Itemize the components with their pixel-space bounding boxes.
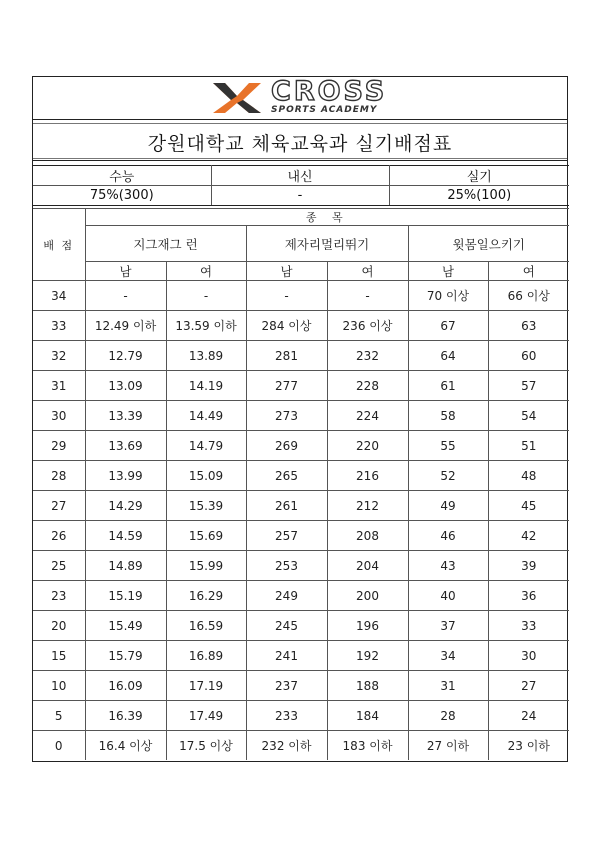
record-cell: 57 bbox=[488, 371, 569, 401]
table-row bbox=[33, 671, 569, 701]
record-cell: 36 bbox=[488, 581, 569, 611]
record-cell: 48 bbox=[488, 461, 569, 491]
record-cell: 253 bbox=[246, 551, 327, 581]
gender-header: 남 bbox=[246, 262, 327, 281]
record-cell: 15.79 bbox=[85, 641, 166, 671]
summary-value-naesin: - bbox=[211, 186, 389, 206]
record-cell: 232 bbox=[327, 341, 408, 371]
record-cell: 52 bbox=[408, 461, 488, 491]
record-cell: 228 bbox=[327, 371, 408, 401]
gender-header: 여 bbox=[327, 262, 408, 281]
record-cell: 28 bbox=[408, 701, 488, 731]
table-row bbox=[33, 491, 569, 521]
record-cell: 17.49 bbox=[166, 701, 246, 731]
record-cell: 15.19 bbox=[85, 581, 166, 611]
logo-wordmark: CROSS bbox=[271, 76, 388, 107]
table-row bbox=[33, 701, 569, 731]
record-cell: 13.89 bbox=[166, 341, 246, 371]
record-cell: 196 bbox=[327, 611, 408, 641]
record-cell: 23 이하 bbox=[488, 731, 569, 761]
record-cell: 13.69 bbox=[85, 431, 166, 461]
record-cell: 16.89 bbox=[166, 641, 246, 671]
score-cell: 30 bbox=[33, 401, 85, 431]
score-table bbox=[33, 208, 569, 760]
table-row bbox=[33, 311, 569, 341]
record-cell: 34 bbox=[408, 641, 488, 671]
event-header-row bbox=[33, 226, 569, 262]
table-row bbox=[33, 611, 569, 641]
record-cell: 183 이하 bbox=[327, 731, 408, 761]
record-cell: 13.39 bbox=[85, 401, 166, 431]
record-cell: 12.49 이하 bbox=[85, 311, 166, 341]
record-cell: 40 bbox=[408, 581, 488, 611]
score-cell: 33 bbox=[33, 311, 85, 341]
score-cell: 15 bbox=[33, 641, 85, 671]
gender-header: 여 bbox=[166, 262, 246, 281]
record-cell: 241 bbox=[246, 641, 327, 671]
score-cell: 34 bbox=[33, 281, 85, 311]
record-cell: 13.99 bbox=[85, 461, 166, 491]
record-cell: 70 이상 bbox=[408, 281, 488, 311]
record-cell: 15.99 bbox=[166, 551, 246, 581]
gender-header: 여 bbox=[488, 262, 569, 281]
score-cell: 0 bbox=[33, 731, 85, 761]
record-cell: 16.09 bbox=[85, 671, 166, 701]
record-cell: 45 bbox=[488, 491, 569, 521]
record-cell: 216 bbox=[327, 461, 408, 491]
record-cell: 188 bbox=[327, 671, 408, 701]
record-cell: 15.69 bbox=[166, 521, 246, 551]
score-cell: 27 bbox=[33, 491, 85, 521]
record-cell: 60 bbox=[488, 341, 569, 371]
record-cell: 15.39 bbox=[166, 491, 246, 521]
record-cell: 237 bbox=[246, 671, 327, 701]
ratio-summary-table bbox=[33, 165, 569, 206]
record-cell: 61 bbox=[408, 371, 488, 401]
record-cell: 14.19 bbox=[166, 371, 246, 401]
event-header-sit-ups: 윗몸일으키기 bbox=[408, 226, 569, 262]
record-cell: 15.09 bbox=[166, 461, 246, 491]
score-cell: 10 bbox=[33, 671, 85, 701]
record-cell: 51 bbox=[488, 431, 569, 461]
record-cell: 14.29 bbox=[85, 491, 166, 521]
score-cell: 20 bbox=[33, 611, 85, 641]
record-cell: 269 bbox=[246, 431, 327, 461]
gender-header: 남 bbox=[85, 262, 166, 281]
page-title: 강원대학교 체육교육과 실기배점표 bbox=[33, 123, 567, 159]
record-cell: 16.39 bbox=[85, 701, 166, 731]
table-row bbox=[33, 581, 569, 611]
record-cell: 27 bbox=[488, 671, 569, 701]
record-cell: 224 bbox=[327, 401, 408, 431]
record-cell: - bbox=[246, 281, 327, 311]
record-cell: 212 bbox=[327, 491, 408, 521]
record-cell: 30 bbox=[488, 641, 569, 671]
record-cell: 39 bbox=[488, 551, 569, 581]
score-cell: 29 bbox=[33, 431, 85, 461]
record-cell: 64 bbox=[408, 341, 488, 371]
record-cell: 261 bbox=[246, 491, 327, 521]
score-cell: 26 bbox=[33, 521, 85, 551]
summary-header-silgi: 실기 bbox=[389, 166, 569, 186]
record-cell: 43 bbox=[408, 551, 488, 581]
record-cell: 208 bbox=[327, 521, 408, 551]
cross-logo-icon bbox=[211, 81, 263, 115]
record-cell: 14.59 bbox=[85, 521, 166, 551]
summary-value-silgi: 25%(100) bbox=[389, 186, 569, 206]
record-cell: 232 이하 bbox=[246, 731, 327, 761]
record-cell: 16.59 bbox=[166, 611, 246, 641]
record-cell: 204 bbox=[327, 551, 408, 581]
score-sheet bbox=[32, 76, 568, 762]
table-row bbox=[33, 521, 569, 551]
category-header-row bbox=[33, 209, 569, 226]
record-cell: 13.09 bbox=[85, 371, 166, 401]
record-cell: 16.4 이상 bbox=[85, 731, 166, 761]
record-cell: 192 bbox=[327, 641, 408, 671]
table-row bbox=[33, 341, 569, 371]
score-cell: 23 bbox=[33, 581, 85, 611]
record-cell: 273 bbox=[246, 401, 327, 431]
record-cell: 67 bbox=[408, 311, 488, 341]
record-cell: 37 bbox=[408, 611, 488, 641]
score-header: 배 점 bbox=[33, 209, 85, 281]
table-row bbox=[33, 431, 569, 461]
summary-value-row bbox=[33, 186, 569, 206]
table-row bbox=[33, 401, 569, 431]
record-cell: 12.79 bbox=[85, 341, 166, 371]
logo-tagline: SPORTS ACADEMY bbox=[271, 105, 378, 115]
record-cell: 58 bbox=[408, 401, 488, 431]
academy-logo bbox=[33, 77, 567, 119]
score-cell: 25 bbox=[33, 551, 85, 581]
table-row bbox=[33, 641, 569, 671]
summary-header-suneung: 수능 bbox=[33, 166, 211, 186]
record-cell: 54 bbox=[488, 401, 569, 431]
record-cell: 15.49 bbox=[85, 611, 166, 641]
record-cell: 14.89 bbox=[85, 551, 166, 581]
score-cell: 31 bbox=[33, 371, 85, 401]
record-cell: 257 bbox=[246, 521, 327, 551]
record-cell: 31 bbox=[408, 671, 488, 701]
page-title-row bbox=[33, 119, 567, 161]
record-cell: 55 bbox=[408, 431, 488, 461]
record-cell: 17.5 이상 bbox=[166, 731, 246, 761]
record-cell: - bbox=[166, 281, 246, 311]
record-cell: 46 bbox=[408, 521, 488, 551]
record-cell: 49 bbox=[408, 491, 488, 521]
score-cell: 32 bbox=[33, 341, 85, 371]
event-header-zigzag-run: 지그재그 런 bbox=[85, 226, 246, 262]
record-cell: - bbox=[327, 281, 408, 311]
event-header-long-jump: 제자리멀리뛰기 bbox=[246, 226, 408, 262]
gender-header-row bbox=[33, 262, 569, 281]
record-cell: 284 이상 bbox=[246, 311, 327, 341]
summary-header-naesin: 내신 bbox=[211, 166, 389, 186]
record-cell: 63 bbox=[488, 311, 569, 341]
table-row bbox=[33, 281, 569, 311]
record-cell: 249 bbox=[246, 581, 327, 611]
score-cell: 5 bbox=[33, 701, 85, 731]
record-cell: 236 이상 bbox=[327, 311, 408, 341]
gender-header: 남 bbox=[408, 262, 488, 281]
record-cell: 277 bbox=[246, 371, 327, 401]
table-row bbox=[33, 461, 569, 491]
record-cell: 16.29 bbox=[166, 581, 246, 611]
record-cell: 17.19 bbox=[166, 671, 246, 701]
category-header: 종 목 bbox=[85, 209, 569, 226]
summary-value-suneung: 75%(300) bbox=[33, 186, 211, 206]
record-cell: 233 bbox=[246, 701, 327, 731]
record-cell: 14.79 bbox=[166, 431, 246, 461]
record-cell: 245 bbox=[246, 611, 327, 641]
record-cell: 265 bbox=[246, 461, 327, 491]
record-cell: 13.59 이하 bbox=[166, 311, 246, 341]
record-cell: 33 bbox=[488, 611, 569, 641]
record-cell: 66 이상 bbox=[488, 281, 569, 311]
record-cell: 42 bbox=[488, 521, 569, 551]
score-cell: 28 bbox=[33, 461, 85, 491]
summary-header-row bbox=[33, 166, 569, 186]
record-cell: 184 bbox=[327, 701, 408, 731]
record-cell: 14.49 bbox=[166, 401, 246, 431]
table-row bbox=[33, 371, 569, 401]
record-cell: 281 bbox=[246, 341, 327, 371]
record-cell: 200 bbox=[327, 581, 408, 611]
record-cell: - bbox=[85, 281, 166, 311]
record-cell: 24 bbox=[488, 701, 569, 731]
record-cell: 220 bbox=[327, 431, 408, 461]
record-cell: 27 이하 bbox=[408, 731, 488, 761]
table-row bbox=[33, 731, 569, 761]
table-row bbox=[33, 551, 569, 581]
